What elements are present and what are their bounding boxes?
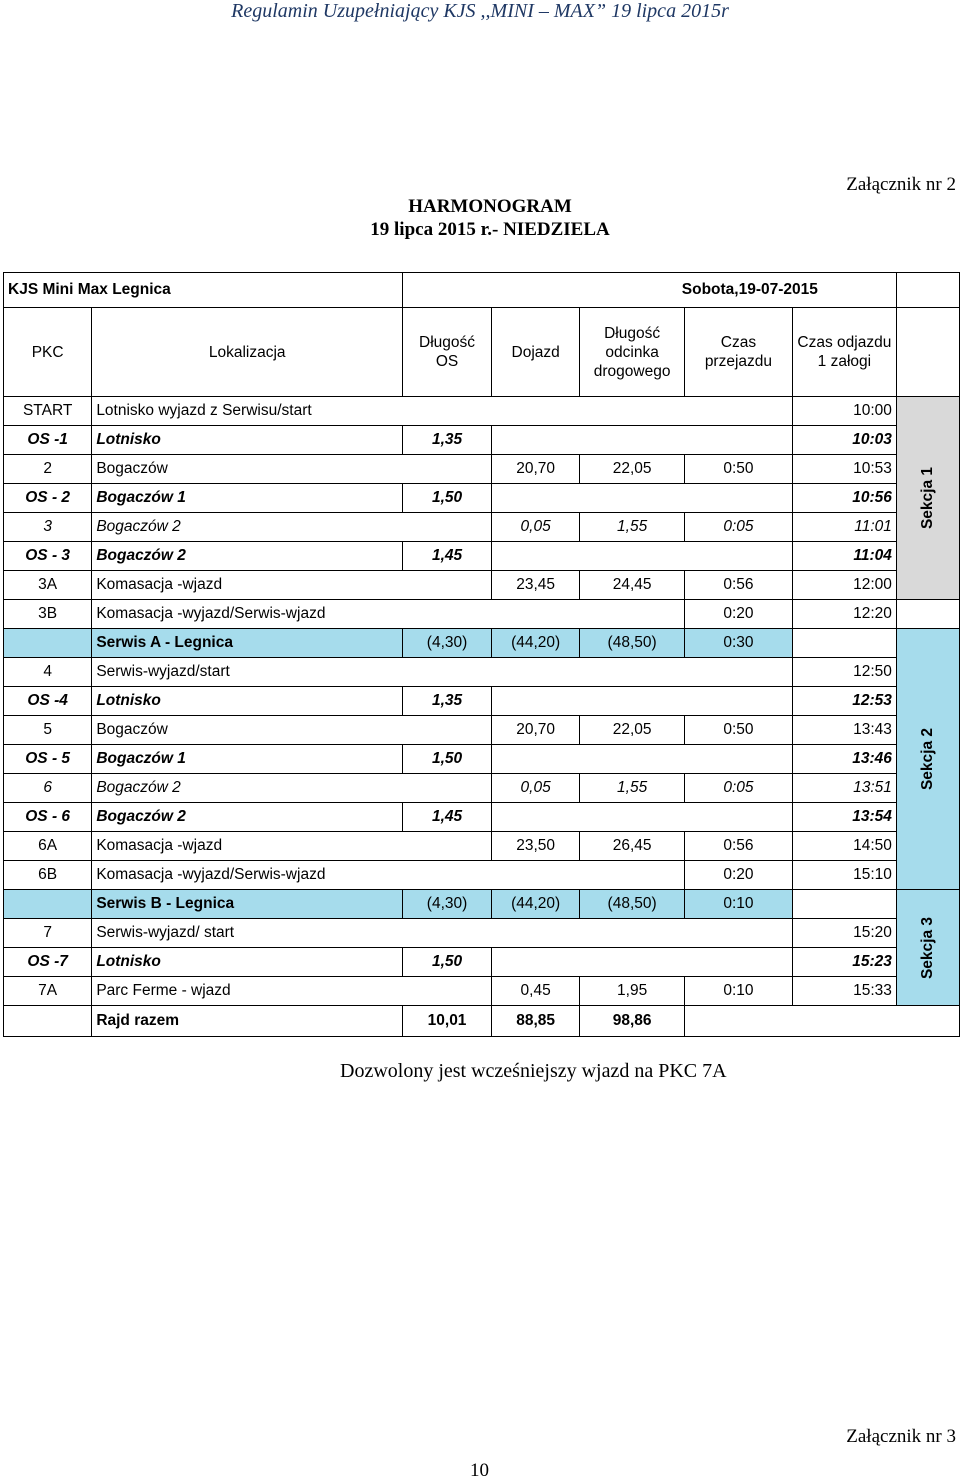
pkc-cell: 3B	[4, 600, 92, 629]
table-row	[4, 426, 960, 455]
pkc-cell: 6	[4, 774, 92, 803]
schedule-table	[3, 272, 960, 1037]
note-text: Dozwolony jest wcześniejszy wjazd na PKC 7A	[340, 1060, 727, 1082]
travel-time-cell: 0:05	[684, 774, 792, 803]
travel-time-cell: 0:50	[684, 716, 792, 745]
location-cell: Lotnisko	[92, 948, 403, 977]
road-length-cell: 22,05	[580, 455, 685, 484]
pkc-cell: OS - 6	[4, 803, 92, 832]
table-row	[4, 832, 960, 861]
dojazd-cell: (44,20)	[491, 629, 579, 658]
section-3-text: Sekcja 3	[918, 916, 936, 979]
location-cell: Parc Ferme - wjazd	[92, 977, 492, 1006]
road-length-cell: (48,50)	[580, 629, 685, 658]
location-cell: Bogaczów	[92, 716, 492, 745]
os-length-cell: 1,35	[403, 426, 492, 455]
departure-cell: 10:00	[792, 397, 896, 426]
departure-cell: 14:50	[792, 832, 896, 861]
table-row	[4, 716, 960, 745]
empty-cell	[792, 629, 896, 658]
departure-cell: 11:04	[792, 542, 896, 571]
service-row	[4, 890, 960, 919]
road-length-cell: 1,95	[580, 977, 685, 1006]
total-os-length: 10,01	[403, 1006, 492, 1037]
pkc-cell: OS -7	[4, 948, 92, 977]
section-2-label	[896, 629, 959, 890]
location-cell: Lotnisko wyjazd z Serwisu/start	[92, 397, 793, 426]
pkc-cell: 7	[4, 919, 92, 948]
dojazd-cell: 0,05	[491, 513, 579, 542]
road-length-cell: 1,55	[580, 774, 685, 803]
empty-cell	[4, 1006, 92, 1037]
location-cell: Bogaczów 2	[92, 774, 492, 803]
service-row	[4, 629, 960, 658]
os-length-cell: 1,45	[403, 803, 492, 832]
location-cell: Bogaczów 2	[92, 803, 403, 832]
empty-cell	[491, 948, 792, 977]
total-road-length: 98,86	[580, 1006, 685, 1037]
table-row	[4, 397, 960, 426]
table-row	[4, 484, 960, 513]
departure-cell: 12:20	[792, 600, 896, 629]
page-number: 10	[470, 1460, 489, 1481]
location-cell: Komasacja -wjazd	[92, 571, 492, 600]
empty-cell	[491, 745, 792, 774]
title-line-2: 19 lipca 2015 r.- NIEDZIELA	[370, 219, 610, 240]
empty-cell	[491, 803, 792, 832]
table-row	[4, 513, 960, 542]
os-length-cell: (4,30)	[403, 629, 492, 658]
location-cell: Komasacja -wyjazd/Serwis-wjazd	[92, 600, 685, 629]
location-cell: Bogaczów	[92, 455, 492, 484]
departure-cell: 15:10	[792, 861, 896, 890]
pkc-cell: OS - 5	[4, 745, 92, 774]
os-length-cell: 1,45	[403, 542, 492, 571]
section-2-text: Sekcja 2	[918, 727, 936, 791]
pkc-cell: 3A	[4, 571, 92, 600]
travel-time-cell: 0:05	[684, 513, 792, 542]
location-cell: Serwis B - Legnica	[92, 890, 403, 919]
departure-cell: 13:54	[792, 803, 896, 832]
section-1-text: Sekcja 1	[918, 466, 936, 530]
location-cell: Bogaczów 1	[92, 484, 403, 513]
location-cell: Lotnisko	[92, 426, 403, 455]
pkc-cell: 6B	[4, 861, 92, 890]
date-cell: Sobota,19-07-2015	[403, 273, 897, 308]
departure-cell: 15:33	[792, 977, 896, 1006]
section-1-label	[896, 397, 959, 600]
location-cell: Komasacja -wyjazd/Serwis-wjazd	[92, 861, 685, 890]
os-length-cell: 1,35	[403, 687, 492, 716]
table-row	[4, 919, 960, 948]
pkc-cell: OS -4	[4, 687, 92, 716]
pkc-cell: OS - 2	[4, 484, 92, 513]
empty-cell	[896, 273, 959, 308]
table-row	[4, 687, 960, 716]
dojazd-cell: 0,45	[491, 977, 579, 1006]
empty-cell	[4, 890, 92, 919]
road-length-cell: 1,55	[580, 513, 685, 542]
header-row	[4, 308, 960, 397]
location-cell: Bogaczów 2	[92, 513, 492, 542]
road-length-cell: 24,45	[580, 571, 685, 600]
table-row	[4, 948, 960, 977]
location-cell: Komasacja -wjazd	[92, 832, 492, 861]
departure-cell: 10:03	[792, 426, 896, 455]
pkc-cell: 6A	[4, 832, 92, 861]
header-os-length	[403, 308, 492, 397]
empty-cell	[792, 890, 896, 919]
location-cell: Bogaczów 1	[92, 745, 403, 774]
organizer-cell: KJS Mini Max Legnica	[4, 273, 403, 308]
header-road-length	[580, 308, 685, 397]
header-dojazd: Dojazd	[491, 308, 579, 397]
departure-cell: 13:46	[792, 745, 896, 774]
location-cell: Bogaczów 2	[92, 542, 403, 571]
road-length-cell: (48,50)	[580, 890, 685, 919]
document-header: Regulamin Uzupełniający KJS ,,MINI – MAX” 19 lipca 2015r	[231, 0, 729, 22]
annex-label-bottom: Załącznik nr 3	[846, 1426, 956, 1447]
os-length-cell: 1,50	[403, 745, 492, 774]
departure-cell: 13:51	[792, 774, 896, 803]
pkc-cell: 2	[4, 455, 92, 484]
dojazd-cell: 0,05	[491, 774, 579, 803]
header-road-length-text: Długość odcinka drogowego	[593, 324, 671, 380]
total-label: Rajd razem	[92, 1006, 403, 1037]
table-row	[4, 658, 960, 687]
table-row	[4, 455, 960, 484]
table-row	[4, 803, 960, 832]
departure-cell: 12:53	[792, 687, 896, 716]
schedule-title	[0, 195, 960, 241]
dojazd-cell: 23,50	[491, 832, 579, 861]
empty-cell	[684, 1006, 959, 1037]
location-cell: Serwis A - Legnica	[92, 629, 403, 658]
table-row	[4, 774, 960, 803]
header-departure-text: Czas odjazdu 1 załogi	[797, 334, 892, 370]
table-row	[4, 571, 960, 600]
table-row	[4, 861, 960, 890]
departure-cell: 11:01	[792, 513, 896, 542]
location-cell: Lotnisko	[92, 687, 403, 716]
departure-cell: 15:20	[792, 919, 896, 948]
pkc-cell: 4	[4, 658, 92, 687]
empty-cell	[491, 542, 792, 571]
dojazd-cell: 20,70	[491, 455, 579, 484]
pkc-cell: 7A	[4, 977, 92, 1006]
header-travel-time-text: Czas przejazdu	[704, 334, 773, 370]
travel-time-cell: 0:20	[684, 600, 792, 629]
empty-cell	[491, 484, 792, 513]
empty-cell	[491, 687, 792, 716]
header-departure	[792, 308, 896, 397]
travel-time-cell: 0:10	[684, 977, 792, 1006]
location-cell: Serwis-wyjazd/start	[92, 658, 793, 687]
header-os-length-text: Długość OS	[419, 334, 476, 370]
os-length-cell: 1,50	[403, 948, 492, 977]
table-row	[4, 977, 960, 1006]
pkc-cell: OS -1	[4, 426, 92, 455]
departure-cell: 15:23	[792, 948, 896, 977]
travel-time-cell: 0:20	[684, 861, 792, 890]
departure-cell: 10:56	[792, 484, 896, 513]
dojazd-cell: 20,70	[491, 716, 579, 745]
empty-cell	[896, 308, 959, 397]
departure-cell: 12:50	[792, 658, 896, 687]
departure-cell: 13:43	[792, 716, 896, 745]
travel-time-cell: 0:30	[684, 629, 792, 658]
departure-cell: 12:00	[792, 571, 896, 600]
pkc-cell: START	[4, 397, 92, 426]
departure-cell: 10:53	[792, 455, 896, 484]
empty-cell	[491, 426, 792, 455]
dojazd-cell: 23,45	[491, 571, 579, 600]
dojazd-cell: (44,20)	[491, 890, 579, 919]
section-3-label	[896, 890, 959, 1006]
pkc-cell: 3	[4, 513, 92, 542]
table-row	[4, 600, 960, 629]
location-cell: Serwis-wyjazd/ start	[92, 919, 793, 948]
header-travel-time	[684, 308, 792, 397]
total-dojazd: 88,85	[491, 1006, 579, 1037]
title-line-1: HARMONOGRAM	[408, 196, 572, 217]
annex-label-top: Załącznik nr 2	[846, 174, 956, 195]
road-length-cell: 26,45	[580, 832, 685, 861]
travel-time-cell: 0:10	[684, 890, 792, 919]
table-row	[4, 745, 960, 774]
empty-cell	[896, 600, 959, 629]
header-location: Lokalizacja	[92, 308, 403, 397]
road-length-cell: 22,05	[580, 716, 685, 745]
header-pkc: PKC	[4, 308, 92, 397]
pkc-cell: OS - 3	[4, 542, 92, 571]
pkc-cell: 5	[4, 716, 92, 745]
os-length-cell: 1,50	[403, 484, 492, 513]
total-row	[4, 1006, 960, 1037]
empty-cell	[4, 629, 92, 658]
table-row	[4, 542, 960, 571]
travel-time-cell: 0:50	[684, 455, 792, 484]
table-top-row	[4, 273, 960, 308]
travel-time-cell: 0:56	[684, 571, 792, 600]
travel-time-cell: 0:56	[684, 832, 792, 861]
os-length-cell: (4,30)	[403, 890, 492, 919]
